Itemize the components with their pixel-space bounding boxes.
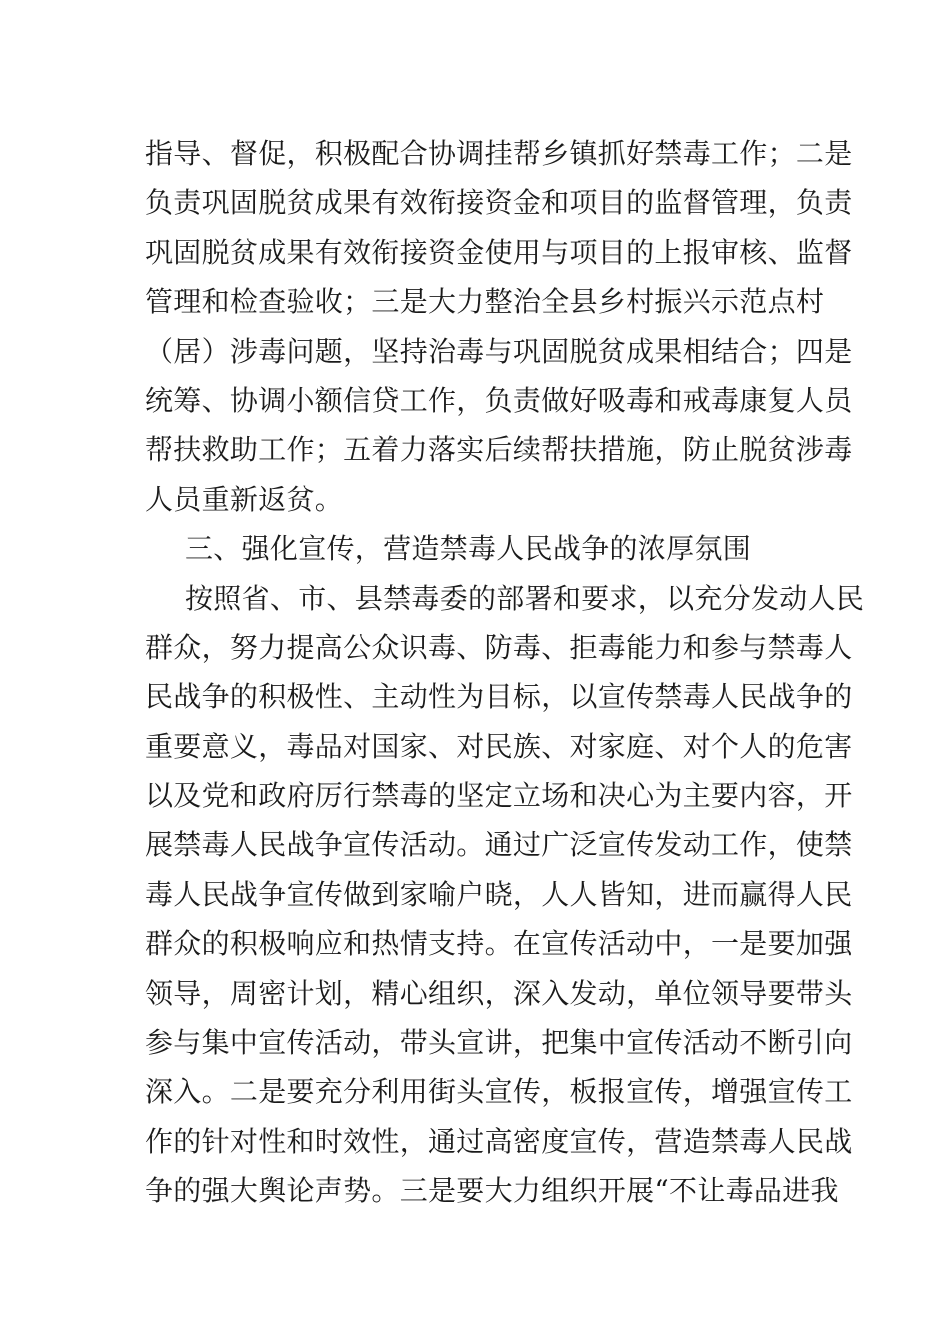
text-line: 群众，努力提高公众识毒、防毒、拒毒能力和参与禁毒人 <box>145 630 853 664</box>
text-line: 巩固脱贫成果有效衔接资金使用与项目的上报审核、监督 <box>145 235 853 269</box>
text-line: 争的强大舆论声势。三是要大力组织开展“不让毒品进我 <box>145 1174 839 1208</box>
text-line: 统筹、协调小额信贷工作，负责做好吸毒和戒毒康复人员 <box>145 383 853 417</box>
text-line: 作的针对性和时效性，通过高密度宣传，营造禁毒人民战 <box>145 1124 853 1158</box>
text-line: 领导，周密计划，精心组织，深入发动，单位领导要带头 <box>145 976 853 1010</box>
document-body <box>145 129 865 1216</box>
text-line: 人员重新返贫。 <box>145 482 344 516</box>
text-line: 负责巩固脱贫成果有效衔接资金和项目的监督管理，负责 <box>145 186 853 220</box>
text-line: 毒人民战争宣传做到家喻户晓，人人皆知，进而赢得人民 <box>145 877 853 911</box>
text-line: 管理和检查验收；三是大力整治全县乡村振兴示范点村 <box>145 285 825 319</box>
text-line: （居）涉毒问题，坚持治毒与巩固脱贫成果相结合；四是 <box>145 334 853 368</box>
text-line: 重要意义，毒品对国家、对民族、对家庭、对个人的危害 <box>145 729 853 763</box>
text-line: 群众的积极响应和热情支持。在宣传活动中，一是要加强 <box>145 927 853 961</box>
text-line: 参与集中宣传活动，带头宣讲，把集中宣传活动不断引向 <box>145 1026 853 1060</box>
text-line: 深入。二是要充分利用街头宣传，板报宣传，增强宣传工 <box>145 1075 853 1109</box>
section-heading: 三、强化宣传，营造禁毒人民战争的浓厚氛围 <box>185 532 752 566</box>
text-line: 帮扶救助工作；五着力落实后续帮扶措施，防止脱贫涉毒 <box>145 433 853 467</box>
text-line: 以及党和政府厉行禁毒的坚定立场和决心为主要内容，开 <box>145 779 853 813</box>
text-line: 指导、督促，积极配合协调挂帮乡镇抓好禁毒工作；二是 <box>145 137 853 170</box>
text-line: 按照省、市、县禁毒委的部署和要求，以充分发动人民 <box>185 581 865 615</box>
text-line: 民战争的积极性、主动性为目标，以宣传禁毒人民战争的 <box>145 680 853 714</box>
paragraph-2 <box>145 574 865 1216</box>
paragraph-1 <box>145 129 853 524</box>
text-line: 展禁毒人民战争宣传活动。通过广泛宣传发动工作，使禁 <box>145 828 853 862</box>
